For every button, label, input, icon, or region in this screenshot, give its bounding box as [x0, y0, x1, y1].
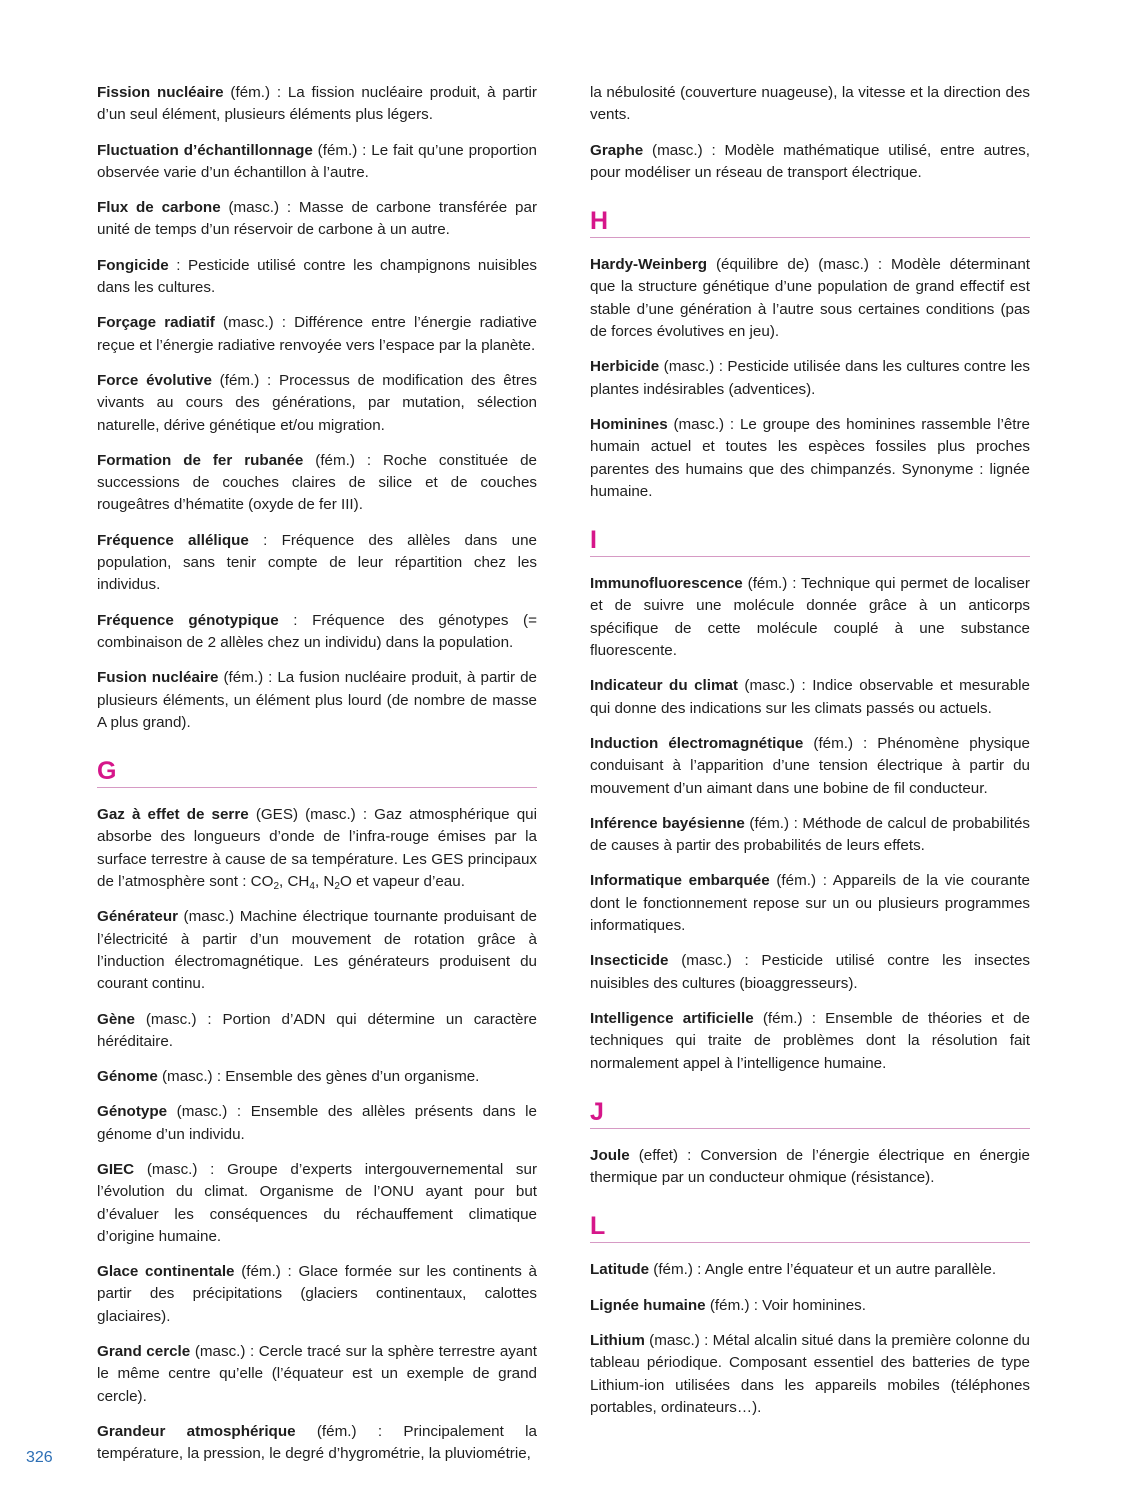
section-letter-h: H: [590, 206, 1030, 238]
entry-term: Induction électromagnétique: [590, 734, 804, 752]
glossary-entry-inference-bayesienne: [590, 813, 1030, 858]
entry-term: Fréquence génotypique: [97, 611, 279, 629]
glossary-entry-frequence-allelique: [97, 530, 537, 597]
glossary-entry-fluctuation-d-echantillonnage: [97, 140, 537, 185]
glossary-entry-giec: [97, 1159, 537, 1248]
entry-term: Gène: [97, 1010, 135, 1028]
entry-definition: (masc.) : Métal alcalin situé dans la première colonne du tableau périodique. Composant essentiel des batteries de type Lithium-ion utilisées dans les appareils mobiles (téléphones portables, ordinateurs…).: [590, 1331, 1030, 1416]
glossary-entry-force-evolutive: [97, 370, 537, 437]
entry-definition: : Pesticide utilisé contre les champignons nuisibles dans les cultures.: [97, 256, 537, 297]
right-column: [590, 82, 1030, 1432]
formula-ch4: CH: [287, 873, 310, 891]
section-letter-l: L: [590, 1211, 1030, 1243]
formula-separator: ,: [314, 873, 324, 891]
entry-definition: (masc.) Machine électrique tournante produisant de l’électricité à partir d’un mouvement de rotation grâce à l’induction électromagnétique. Les générateurs produisent du courant continu.: [97, 908, 537, 993]
glossary-entry-lignee-humaine: [590, 1295, 1030, 1317]
entry-term: Immunofluorescence: [590, 575, 743, 593]
glossary-entry-insecticide: [590, 950, 1030, 995]
glossary-entry-informatique-embarquee: [590, 870, 1030, 937]
glossary-entry-immunofluorescence: [590, 573, 1030, 662]
entry-term: Graphe: [590, 141, 644, 159]
entry-term: Indicateur du climat: [590, 677, 738, 695]
entry-term: Forçage radiatif: [97, 314, 215, 332]
section-letter-i: I: [590, 525, 1030, 557]
formula-ch4-subscript: 4: [309, 881, 315, 893]
entry-definition: (fém.) : La fusion nucléaire produit, à partir de plusieurs éléments, un élément plus lourd (de nombre de masse A plus grand).: [97, 669, 537, 731]
entry-term: Génotype: [97, 1103, 168, 1121]
entry-definition-tail: et vapeur d’eau.: [351, 873, 465, 891]
glossary-entry-continuation: [590, 82, 1030, 127]
glossary-entry-fission-nucleaire: [97, 82, 537, 127]
entry-definition: (masc.) : Cercle tracé sur la sphère terrestre ayant le même centre qu’elle (l’équateur est un exemple de grand cercle).: [97, 1343, 537, 1405]
entry-definition: (masc.) : Le groupe des hominines rassemble l’être humain actuel et toutes les espèces fossiles plus proches parentes des humains que des chimpanzés. Synonyme : lignée humaine.: [590, 415, 1030, 500]
entry-definition: (fém.) : Roche constituée de successions de couches claires de silice et de couches rougeâtres d’hématite (oxyde de fer III).: [97, 451, 537, 514]
entry-definition: : Fréquence des génotypes (= combinaison de 2 allèles chez un individu) dans la population.: [97, 611, 537, 651]
entry-definition: (masc.) : Indice observable et mesurable qui donne des indications sur les climats passés ou actuels.: [590, 677, 1031, 717]
section-letter-j: J: [590, 1097, 1030, 1129]
formula-n2o-o: O: [339, 873, 352, 891]
entry-term: Herbicide: [590, 358, 660, 376]
entry-term: Glace continentale: [97, 1263, 235, 1281]
entry-term: Générateur: [97, 908, 179, 926]
glossary-entry-fusion-nucleaire: [97, 667, 537, 734]
entry-term: Fusion nucléaire: [97, 669, 219, 687]
glossary-entry-genome: [97, 1066, 537, 1088]
formula-n2o: N: [323, 873, 335, 891]
entry-definition: (masc.) : Masse de carbone transférée par unité de temps d’un réservoir de carbone à un autre.: [97, 199, 538, 239]
entry-definition: (fém.) : Appareils de la vie courante dont le fonctionnement repose sur un ou plusieurs programmes informatiques.: [590, 872, 1030, 935]
entry-definition: (fém.) : Phénomène physique conduisant à l’apparition d’une tension électrique à partir du mouvement d’un aimant dans une bobine de fil conducteur.: [590, 734, 1030, 797]
entry-definition: (fém.) : Ensemble de théories et de techniques qui traite de problèmes dont la résolution fait normalement appel à l’intelligence humaine.: [590, 1009, 1030, 1072]
glossary-entry-joule: [590, 1145, 1030, 1190]
glossary-entry-glace-continentale: [97, 1261, 537, 1328]
entry-term: Fongicide: [97, 256, 169, 274]
entry-term: Formation de fer rubanée: [97, 451, 304, 469]
glossary-entry-generateur: [97, 906, 537, 995]
entry-definition: (masc.) : Ensemble des allèles présents dans le génome d’un individu.: [97, 1103, 537, 1143]
section-letter-g: G: [97, 756, 537, 788]
entry-definition: (fém.) : Méthode de calcul de probabilités de causes à partir des probabilités de leurs effets.: [590, 814, 1030, 855]
glossary-entry-hardy-weinberg: [590, 254, 1030, 343]
entry-term: Grand cercle: [97, 1343, 191, 1361]
glossary-entry-latitude: [590, 1259, 1030, 1281]
entry-term: Lithium: [590, 1331, 645, 1349]
glossary-entry-grand-cercle: [97, 1341, 537, 1408]
glossary-entry-intelligence-artificielle: [590, 1008, 1030, 1075]
entry-term: Hominines: [590, 415, 668, 433]
glossary-entry-fongicide: [97, 255, 537, 300]
entry-definition: (fém.) : Principalement la température, la pression, le degré d’hygrométrie, la pluviométrie,: [97, 1422, 537, 1463]
formula-co2: CO: [250, 873, 274, 891]
entry-definition: la nébulosité (couverture nuageuse), la vitesse et la direction des vents.: [590, 84, 1030, 124]
entry-definition: (masc.) : Pesticide utilisé contre les insectes nuisibles des cultures (bioaggresseurs).: [590, 952, 1030, 992]
entry-definition: : Fréquence des allèles dans une population, sans tenir compte de leur répartition chez les individus.: [97, 531, 537, 594]
entry-definition: (équilibre de) (masc.) : Modèle déterminant que la structure génétique d’une population de grand effectif est stable d’une génération à l’autre sous certaines conditions (pas de forces évolutives en jeu).: [590, 256, 1030, 341]
entry-term: Hardy-Weinberg: [590, 256, 708, 274]
entry-term: Informatique embarquée: [590, 872, 770, 890]
entry-term: Génome: [97, 1068, 158, 1086]
glossary-entry-indicateur-du-climat: [590, 675, 1030, 720]
glossary-entry-hominines: [590, 414, 1030, 503]
page-number: 326: [26, 1449, 53, 1466]
entry-definition: (fém.) : Glace formée sur les continents à partir des précipitations (glaciers continentaux, calottes glaciaires).: [97, 1263, 538, 1325]
entry-definition: (masc.) : Ensemble des gènes d’un organisme.: [157, 1068, 480, 1086]
glossary-entry-gene: [97, 1009, 537, 1054]
entry-term: Force évolutive: [97, 371, 212, 389]
glossary-entry-flux-de-carbone: [97, 197, 537, 242]
glossary-entry-formation-de-fer-rubanee: [97, 450, 537, 517]
entry-definition: (fém.) : La fission nucléaire produit, à partir d’un seul élément, plusieurs éléments plus légers.: [97, 84, 537, 124]
formula-n2o-subscript: 2: [334, 881, 340, 893]
entry-term: Flux de carbone: [97, 199, 221, 217]
entry-term: Inférence bayésienne: [590, 814, 745, 832]
glossary-entry-graphe: [590, 140, 1030, 185]
entry-definition: (GES) (masc.) : Gaz atmosphérique qui absorbe des longueurs d’onde de l’infra-rouge émises par la surface terrestre à cause de sa température. Les GES principaux de l’atmosphère sont :: [97, 806, 537, 891]
entry-term: Fission nucléaire: [97, 84, 224, 101]
entry-term: GIEC: [97, 1160, 135, 1178]
formula-co2-subscript: 2: [273, 881, 279, 893]
entry-term: Gaz à effet de serre: [97, 806, 249, 824]
entry-definition: (masc.) : Pesticide utilisée dans les cultures contre les plantes indésirables (adventices).: [590, 358, 1030, 398]
entry-definition: (masc.) : Groupe d’experts intergouvernemental sur l’évolution du climat. Organisme de l’ONU ayant pour but d’évaluer les conséquences du réchauffement climatique d’origine humaine.: [97, 1160, 537, 1245]
glossary-entry-herbicide: [590, 356, 1030, 401]
entry-term: Fluctuation d’échantillonnage: [97, 141, 313, 159]
entry-definition: (masc.) : Différence entre l’énergie radiative reçue et l’énergie radiative renvoyée vers l’espace par la planète.: [97, 314, 537, 354]
entry-definition: (fém.) : Voir hominines.: [705, 1296, 866, 1314]
entry-term: Insecticide: [590, 952, 669, 970]
entry-definition: (fém.) : Processus de modification des êtres vivants au cours des générations, par mutation, sélection naturelle, dérive génétique et/ou migration.: [97, 371, 538, 434]
entry-term: Latitude: [590, 1261, 650, 1279]
glossary-entry-induction-electromagnetique: [590, 733, 1030, 800]
glossary-entry-forcage-radiatif: [97, 312, 537, 357]
entry-definition: (masc.) : Modèle mathématique utilisé, entre autres, pour modéliser un réseau de transport électrique.: [590, 141, 1030, 181]
glossary-entry-genotype: [97, 1101, 537, 1146]
entry-term: Joule: [590, 1146, 630, 1164]
glossary-entry-gaz-a-effet-de-serre: [97, 804, 537, 893]
entry-definition: (fém.) : Le fait qu’une proportion observée varie d’un échantillon à l’autre.: [97, 141, 537, 181]
entry-definition: (effet) : Conversion de l’énergie électrique en énergie thermique par un conducteur ohmique (résistance).: [590, 1146, 1030, 1187]
entry-definition: (fém.) : Angle entre l’équateur et un autre parallèle.: [649, 1261, 997, 1279]
entry-term: Lignée humaine: [590, 1296, 706, 1314]
entry-term: Intelligence artificielle: [590, 1009, 754, 1027]
formula-separator: ,: [279, 873, 288, 891]
entry-term: Grandeur atmosphérique: [97, 1422, 296, 1440]
entry-definition: (fém.) : Technique qui permet de localiser et de suivre une molécule donnée grâce à un anticorps spécifique de cette molécule couplé à une substance fluorescente.: [590, 575, 1030, 660]
left-column: [97, 82, 537, 1479]
glossary-entry-frequence-genotypique: [97, 610, 537, 655]
entry-term: Fréquence allélique: [97, 531, 249, 549]
glossary-entry-grandeur-atmospherique: [97, 1421, 537, 1466]
glossary-entry-lithium: [590, 1330, 1030, 1419]
entry-definition: (masc.) : Portion d’ADN qui détermine un caractère héréditaire.: [97, 1010, 537, 1050]
